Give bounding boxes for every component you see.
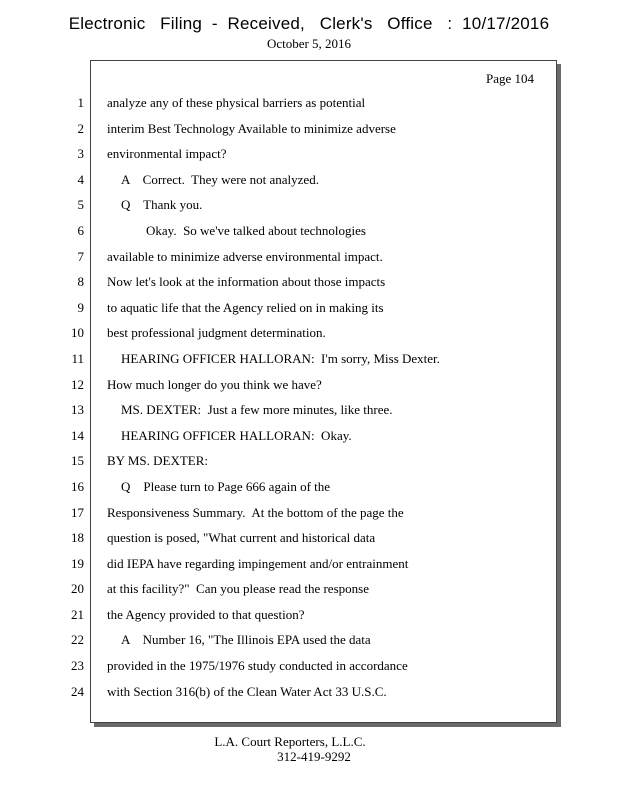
court-reporter-phone: 312-419-9292 [277, 749, 351, 764]
court-reporter-name: L.A. Court Reporters, L.L.C. [214, 734, 366, 749]
line-number-column [60, 94, 84, 708]
line-number: 23 [71, 658, 84, 674]
line-number: 7 [77, 248, 84, 264]
line-number: 12 [71, 376, 84, 392]
transcript-line: MS. DEXTER: Just a few more minutes, like three. [121, 402, 393, 418]
transcript-line: at this facility?" Can you please read the response [107, 581, 369, 597]
line-number: 17 [71, 504, 84, 520]
transcript-line: available to minimize adverse environmental impact. [107, 248, 383, 264]
line-number: 13 [71, 402, 84, 418]
line-number: 2 [77, 120, 84, 136]
transcript-line: with Section 316(b) of the Clean Water Act 33 U.S.C. [107, 683, 387, 699]
line-number: 22 [71, 632, 84, 648]
line-number: 6 [77, 222, 84, 238]
transcript-line: Responsiveness Summary. At the bottom of the page the [107, 504, 404, 520]
line-number: 3 [77, 146, 84, 162]
transcript-line: to aquatic life that the Agency relied on in making its [107, 299, 384, 315]
transcript-line: interim Best Technology Available to minimize adverse [107, 120, 396, 136]
transcript-line: the Agency provided to that question? [107, 606, 305, 622]
transcript-line: HEARING OFFICER HALLORAN: Okay. [121, 427, 352, 443]
line-number: 18 [71, 530, 84, 546]
transcript-line: best professional judgment determination. [107, 325, 326, 341]
transcript-line: How much longer do you think we have? [107, 376, 322, 392]
transcript-line: analyze any of these physical barriers as potential [107, 95, 366, 110]
transcript-line: Q Thank you. [121, 197, 203, 213]
transcript-date: October 5, 2016 [266, 36, 352, 51]
transcript-line: A Number 16, "The Illinois EPA used the data [121, 632, 371, 648]
line-number: 10 [71, 325, 84, 341]
line-number: 16 [71, 478, 84, 494]
transcript-line: Now let's look at the information about those impacts [107, 274, 386, 290]
transcript-text [107, 94, 547, 708]
line-number: 19 [71, 555, 84, 571]
transcript-line: Q Please turn to Page 666 again of the [121, 478, 331, 494]
line-number: 8 [77, 274, 84, 290]
transcript-line: question is posed, "What current and historical data [107, 530, 376, 546]
transcript-line: Okay. So we've talked about technologies [146, 222, 366, 238]
line-number: 9 [77, 299, 84, 315]
line-number: 24 [71, 683, 84, 699]
transcript-line: provided in the 1975/1976 study conducted in accordance [107, 658, 408, 674]
filing-stamp: Electronic Filing - Received, Clerk's Office : 10/17/2016 [68, 14, 550, 33]
line-number: 5 [77, 197, 84, 213]
transcript-line: BY MS. DEXTER: [107, 453, 208, 469]
page-number: Page 104 [486, 71, 535, 86]
line-number: 21 [71, 606, 84, 622]
line-number: 20 [71, 581, 84, 597]
transcript-line: A Correct. They were not analyzed. [121, 171, 319, 187]
transcript-line: did IEPA have regarding impingement and/or entrainment [107, 555, 409, 571]
transcript-line: HEARING OFFICER HALLORAN: I'm sorry, Miss Dexter. [121, 350, 440, 366]
line-number: 14 [71, 427, 84, 443]
line-number: 1 [77, 95, 84, 110]
transcript-line: environmental impact? [107, 146, 227, 162]
line-number: 15 [71, 453, 84, 469]
line-number: 4 [77, 171, 84, 187]
line-number: 11 [71, 350, 84, 366]
